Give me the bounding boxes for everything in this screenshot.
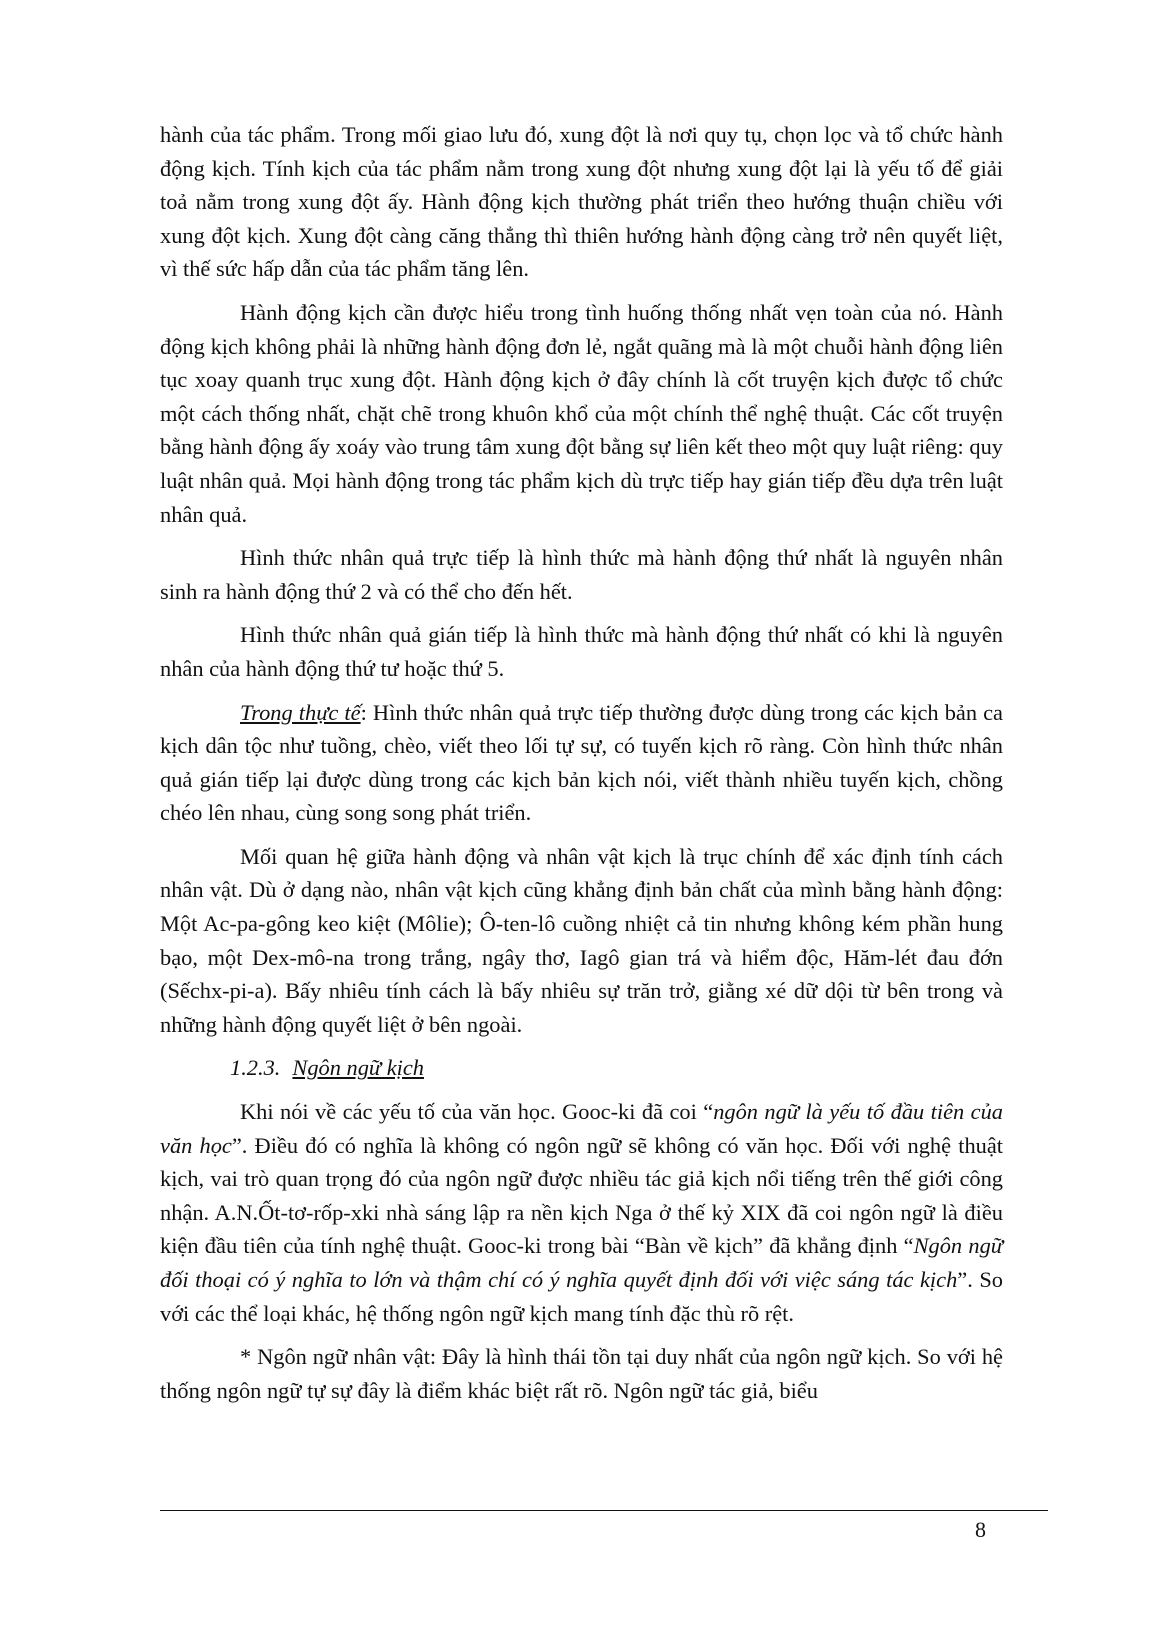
footer-divider — [160, 1510, 1048, 1511]
gorky-text-3: ”. So với các thể loại khác, hệ thống ngôn ngữ kịch mang tính đặc thù rõ rệt. — [160, 1267, 1003, 1326]
document-body — [160, 118, 1003, 1417]
section-title: Ngôn ngữ kịch — [292, 1055, 425, 1081]
gorky-text-1: Khi nói về các yếu tố của văn học. Gooc-ki đã coi “ — [240, 1099, 714, 1125]
gorky-text-2: ”. Điều đó có nghĩa là không có ngôn ngữ sẽ không có văn học. Đối với nghệ thuật kịch, vai trò quan trọng đó của ngôn ngữ được nhiều tác giả kịch nổi tiếng trên thế giới công nhận. A.N.Ốt-tơ-rốp-xki nhà sáng lập ra nền kịch Nga ở thế kỷ XIX đã coi ngôn ngữ là điều kiện đầu tiên của tính nghệ thuật. Gooc-ki trong bài “Bàn về kịch” đã khẳng định “ — [160, 1132, 1003, 1259]
paragraph-direct-causality: Hình thức nhân quả trực tiếp là hình thức mà hành động thứ nhất là nguyên nhân sinh ra hành động thứ 2 và có thể cho đến hết. — [160, 545, 1003, 604]
gorky-quote-1: ngôn ngữ là yếu tố đầu tiên của văn học — [160, 1099, 1004, 1158]
in-practice-label: Trong thực tế — [240, 699, 361, 725]
paragraph-indirect-causality: Hình thức nhân quả gián tiếp là hình thức mà hành động thứ nhất có khi là nguyên nhân của hành động thứ tư hoặc thứ 5. — [160, 622, 1003, 681]
paragraph-dramatic-action: Hành động kịch cần được hiểu trong tình huống thống nhất vẹn toàn của nó. Hành động kịch không phải là những hành động đơn lẻ, ngắt quãng mà là một chuỗi hành động liên tục xoay quanh trục xung đột. Hành động kịch ở đây chính là cốt truyện kịch được tổ chức một cách thống nhất, chặt chẽ trong khuôn khổ của một chính thể nghệ thuật. Các cốt truyện bằng hành động ấy xoáy vào trung tâm xung đột bằng sự liên kết theo một quy luật riêng: quy luật nhân quả. Mọi hành động trong tác phẩm kịch dù trực tiếp hay gián tiếp đều dựa trên luật nhân quả. — [160, 299, 1003, 527]
paragraph-conflict: hành của tác phẩm. Trong mối giao lưu đó, xung đột là nơi quy tụ, chọn lọc và tổ chức hành động kịch. Tính kịch của tác phẩm nằm trong xung đột nhưng xung đột lại là yếu tố để giải toả nằm trong xung đột ấy. Hành động kịch thường phát triển theo hướng thuận chiều với xung đột kịch. Xung đột càng căng thẳng thì thiên hướng hành động càng trở nên quyết liệt, vì thế sức hấp dẫn của tác phẩm tăng lên. — [160, 122, 1003, 282]
paragraph-character-action: Mối quan hệ giữa hành động và nhân vật kịch là trục chính để xác định tính cách nhân vật. Dù ở dạng nào, nhân vật kịch cũng khẳng định bản chất của mình bằng hành động: Một Ac-pa-gông keo kiệt (Môlie); Ô-ten-lô cuồng nhiệt cả tin nhưng không kém phần hung bạo, một Dex-mô-na trong trắng, ngây thơ, Iagô gian trá và hiểm độc, Hăm-lét đau đớn (Sếchx-pi-a). Bấy nhiêu tính cách là bấy nhiêu sự trăn trở, giằng xé dữ dội từ bên trong và những hành động quyết liệt ở bên ngoài. — [160, 843, 1003, 1037]
section-heading — [160, 1051, 1003, 1085]
section-number: 1.2.3. — [230, 1055, 281, 1081]
in-practice-text: : Hình thức nhân quả trực tiếp thường được dùng trong các kịch bản ca kịch dân tộc như tuồng, chèo, viết theo lối tự sự, có tuyến kịch rõ ràng. Còn hình thức nhân quả gián tiếp lại được dùng trong các kịch bản kịch nói, viết thành nhiều tuyến kịch, chồng chéo lên nhau, cùng song song phát triển. — [160, 699, 1003, 826]
paragraph-character-language: * Ngôn ngữ nhân vật: Đây là hình thái tồn tại duy nhất của ngôn ngữ kịch. So với hệ thống ngôn ngữ tự sự đây là điểm khác biệt rất rõ. Ngôn ngữ tác giả, biểu — [160, 1344, 1003, 1403]
paragraph-in-practice — [160, 696, 1003, 830]
gorky-quote-2: Ngôn ngữ đối thoại có ý nghĩa to lớn và thậm chí có ý nghĩa quyết định đối với việc sáng tác kịch — [160, 1233, 1003, 1292]
paragraph-gorky — [160, 1095, 1003, 1330]
page-number: 8 — [975, 1517, 986, 1542]
